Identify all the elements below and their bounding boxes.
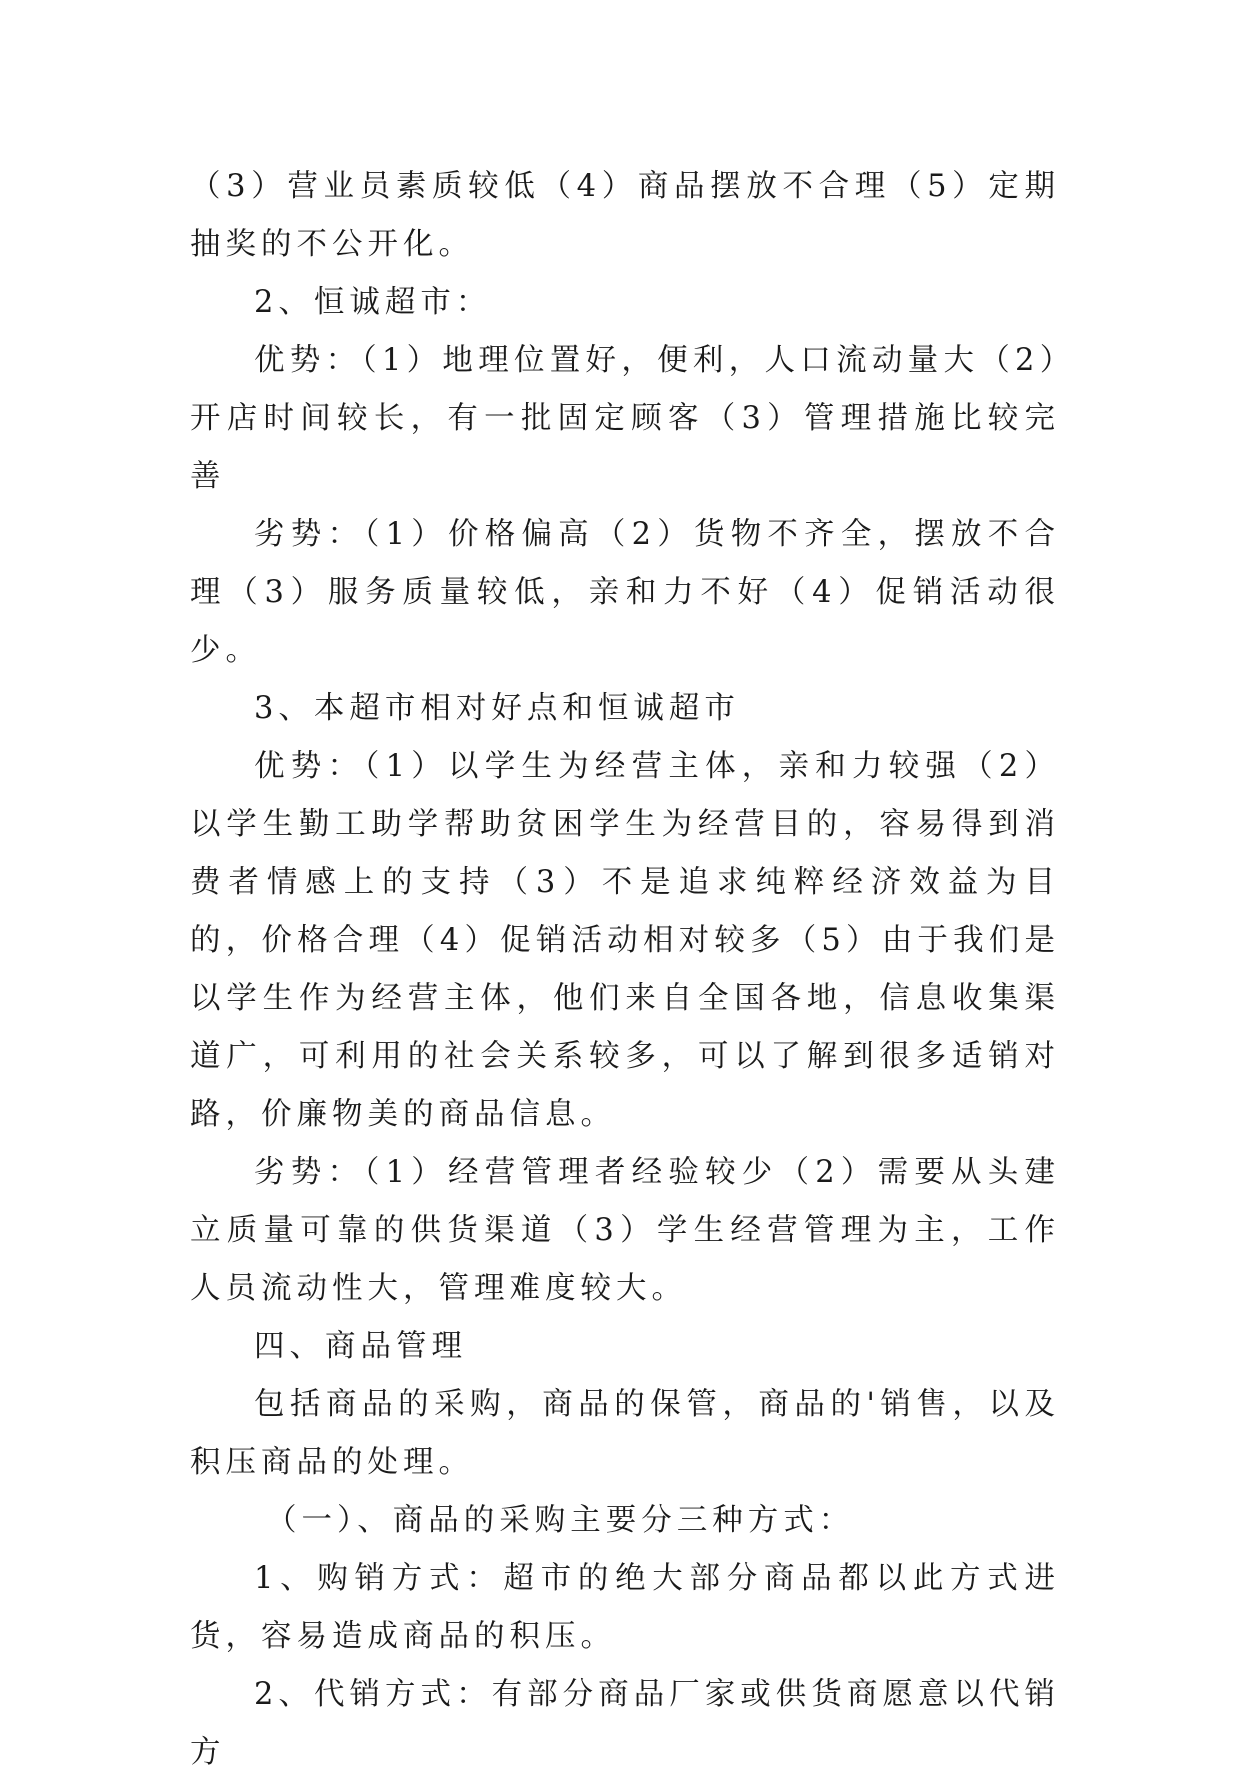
paragraph-consignment-method: 2、代销方式：有部分商品厂家或供货商愿意以代销方 (190, 1677, 1060, 1770)
paragraph-hengcheng-strengths: 优势：（1）地理位置好，便利，人口流动量大（2）开店时间较长，有一批固定顾客（3）管理措施比较完善 (190, 343, 1060, 494)
paragraph-heading-procurement: （一）、商品的采购主要分三种方式： (266, 1503, 855, 1538)
paragraph-goods-management-scope: 包括商品的采购，商品的保管，商品的'销售，以及积压商品的处理。 (190, 1387, 1060, 1480)
paragraph-hengcheng-weaknesses: 劣势：（1）价格偏高（2）货物不齐全，摆放不合理（3）服务质量较低，亲和力不好（4）促销活动很少。 (190, 517, 1060, 668)
paragraph-heading-hengcheng: 2、恒诚超市： (254, 285, 492, 320)
paragraph-our-strengths: 优势：（1）以学生为经营主体，亲和力较强（2）以学生勤工助学帮助贫困学生为经营目的，容易得到消费者情感上的支持（3）不是追求纯粹经济效益为目的，价格合理（4）促销活动相对较多（5）由于我们是以学生作为经营主体，他们来自全国各地，信息收集渠道广，可利用的社会关系较多，可以了解到很多适销对路，价廉物美的商品信息。 (190, 749, 1060, 1132)
paragraph-purchase-method: 1、购销方式：超市的绝大部分商品都以此方式进货，容易造成商品的积压。 (190, 1561, 1060, 1654)
document-body (190, 158, 1060, 1782)
paragraph-heading-goods-management: 四、商品管理 (254, 1329, 467, 1364)
paragraph-continuation: （3）营业员素质较低（4）商品摆放不合理（5）定期抽奖的不公开化。 (190, 169, 1060, 262)
paragraph-our-weaknesses: 劣势：（1）经营管理者经验较少（2）需要从头建立质量可靠的供货渠道（3）学生经营管理为主，工作人员流动性大，管理难度较大。 (190, 1155, 1060, 1306)
paragraph-heading-our-store: 3、本超市相对好点和恒诚超市 (254, 691, 740, 726)
